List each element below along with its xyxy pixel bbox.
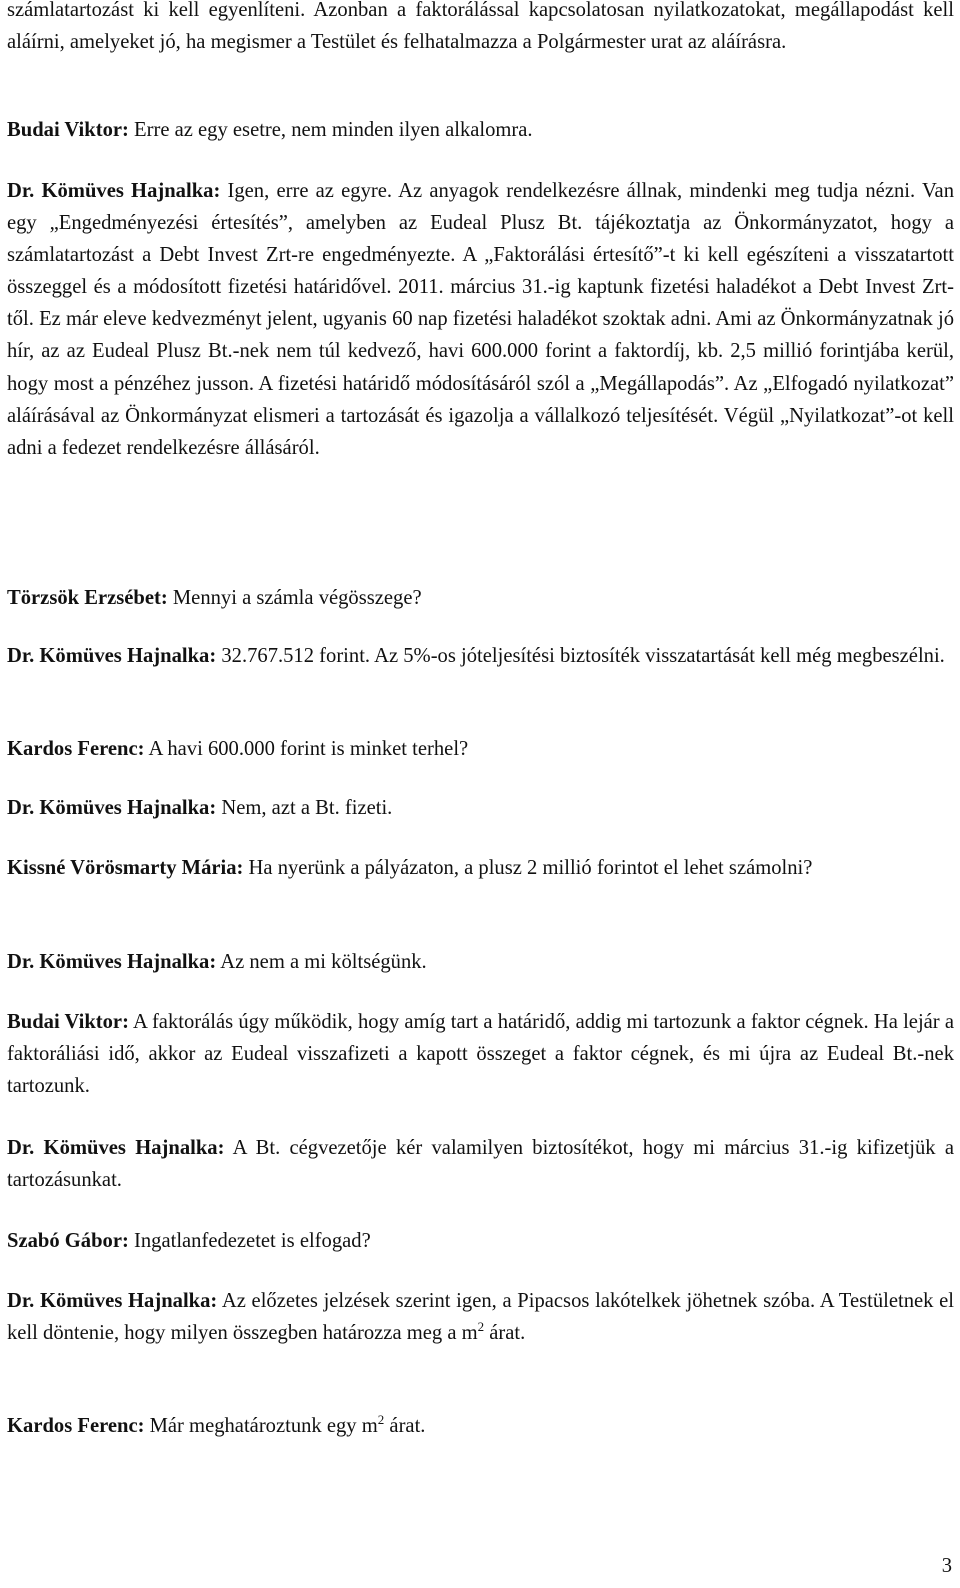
paragraph-text-tail: árat. [484, 1322, 526, 1345]
paragraph-text-tail: árat. [384, 1415, 426, 1437]
paragraph-szabo-gabor [7, 1225, 954, 1257]
paragraph-komuves-hajnalka [7, 1132, 954, 1196]
paragraph-komuves-hajnalka [7, 946, 954, 978]
paragraph-text: Igen, erre az egyre. Az anyagok rendelkezésre állnak, mindenki meg tudja nézni. Van egy „Engedményezési értesítés”, amelyben az Eudeal Plusz Bt. tájékoztatja az Önkormányzatot, hogy a számlatartozást a Debt Invest Zrt-re engedményezte. A „Faktorálási értesítő”-t ki kell egészíteni a visszatartott összeggel és a módosított fizetési határidővel. 2011. március 31.-ig kaptunk fizetési haladékot a Debt Invest Zrt-től. Ez már eleve kedvezményt jelent, ugyanis 60 nap fizetési haladékot szoktak adni. Ami az Önkormányzatnak jó hír, az az Eudeal Plusz Bt.-nek nem túl kedvező, havi 600.000 forint a faktordíj, kb. 2,5 millió forintjába kerül, hogy most a pénzéhez jusson. A fizetési határidő módosításáról szól a „Megállapodás”. Az „Elfogadó nyilatkozat” aláírásával az Önkormányzat elismeri a tartozását és igazolja a vállalkozó teljesítését. Végül „Nyilatkozat”-ot kell adni a fedezet rendelkezésre állásáról. [7, 180, 954, 459]
paragraph-text: Az nem a mi költségünk. [216, 951, 427, 973]
speaker-name: Kardos Ferenc: [7, 738, 145, 760]
paragraph-text: Ha nyerünk a pályázaton, a plusz 2 millió forintot el lehet számolni? [243, 857, 813, 879]
paragraph-text: Nem, azt a Bt. fizeti. [216, 797, 393, 819]
paragraph-text: Az előzetes jelzések szerint igen, a Pipacsos lakótelkek jöhetnek szóba. A Testületnek el kell döntenie, hogy milyen összegben határozza meg a m [7, 1290, 954, 1345]
paragraph-budai-viktor [7, 1006, 954, 1102]
paragraph-text: számlatartozást ki kell egyenlíteni. Azonban a faktorálással kapcsolatosan nyilatkozatokat, megállapodást kell aláírni, amelyeket jó, ha megismer a Testület és felhatalmazza a Polgármester urat az aláírásra. [7, 0, 954, 54]
speaker-name: Dr. Kömüves Hajnalka: [7, 1290, 218, 1312]
speaker-name: Kissné Vörösmarty Mária: [7, 857, 244, 879]
speaker-name: Dr. Kömüves Hajnalka: [7, 180, 221, 202]
speaker-name: Dr. Kömüves Hajnalka: [7, 951, 217, 973]
speaker-name: Dr. Kömüves Hajnalka: [7, 1137, 225, 1159]
speaker-name: Törzsök Erzsébet: [7, 587, 168, 609]
paragraph-text: Mennyi a számla végösszege? [167, 587, 422, 609]
speaker-name: Szabó Gábor: [7, 1230, 129, 1252]
paragraph-text: Már meghatároztunk egy m [144, 1415, 378, 1437]
page-number: 3 [941, 1555, 952, 1577]
paragraph-komuves-hajnalka [7, 792, 954, 824]
paragraph-komuves-hajnalka [7, 175, 954, 464]
paragraph-kardos-ferenc [7, 733, 954, 765]
paragraph-komuves-hajnalka [7, 1285, 954, 1349]
paragraph-text: Erre az egy esetre, nem minden ilyen alkalomra. [128, 119, 533, 141]
speaker-name: Dr. Kömüves Hajnalka: [7, 645, 217, 667]
speaker-name: Kardos Ferenc: [7, 1415, 145, 1437]
speaker-name: Budai Viktor: [7, 119, 129, 141]
paragraph-text: Ingatlanfedezetet is elfogad? [128, 1230, 371, 1252]
paragraph-text: A havi 600.000 forint is minket terhel? [144, 738, 469, 760]
paragraph-text: A Bt. cégvezetője kér valamilyen biztosítékot, hogy mi március 31.-ig kifizetjük a tartozásunkat. [7, 1137, 954, 1192]
paragraph-budai-viktor [7, 114, 954, 146]
paragraph-kardos-ferenc [7, 1410, 954, 1442]
speaker-name: Dr. Kömüves Hajnalka: [7, 797, 217, 819]
paragraph-text: A faktorálás úgy működik, hogy amíg tart a határidő, addig mi tartozunk a faktor cégnek. Ha lejár a faktoráliási idő, akkor az Eudeal visszafizeti a kapott összeget a faktor cégnek, és mi újra az Eudeal Bt.-nek tartozunk. [7, 1011, 955, 1098]
superscript: 2 [477, 1319, 485, 1335]
paragraph-continuation [7, 0, 954, 58]
paragraph-kissne-vorosmarty-maria [7, 852, 954, 884]
paragraph-komuves-hajnalka [7, 640, 954, 672]
paragraph-text: 32.767.512 forint. Az 5%-os jóteljesítési biztosíték visszatartását kell még megbeszélni. [216, 645, 945, 667]
speaker-name: Budai Viktor: [7, 1011, 129, 1033]
superscript: 2 [377, 1412, 385, 1427]
paragraph-torzsok-erzsebet [7, 582, 954, 614]
